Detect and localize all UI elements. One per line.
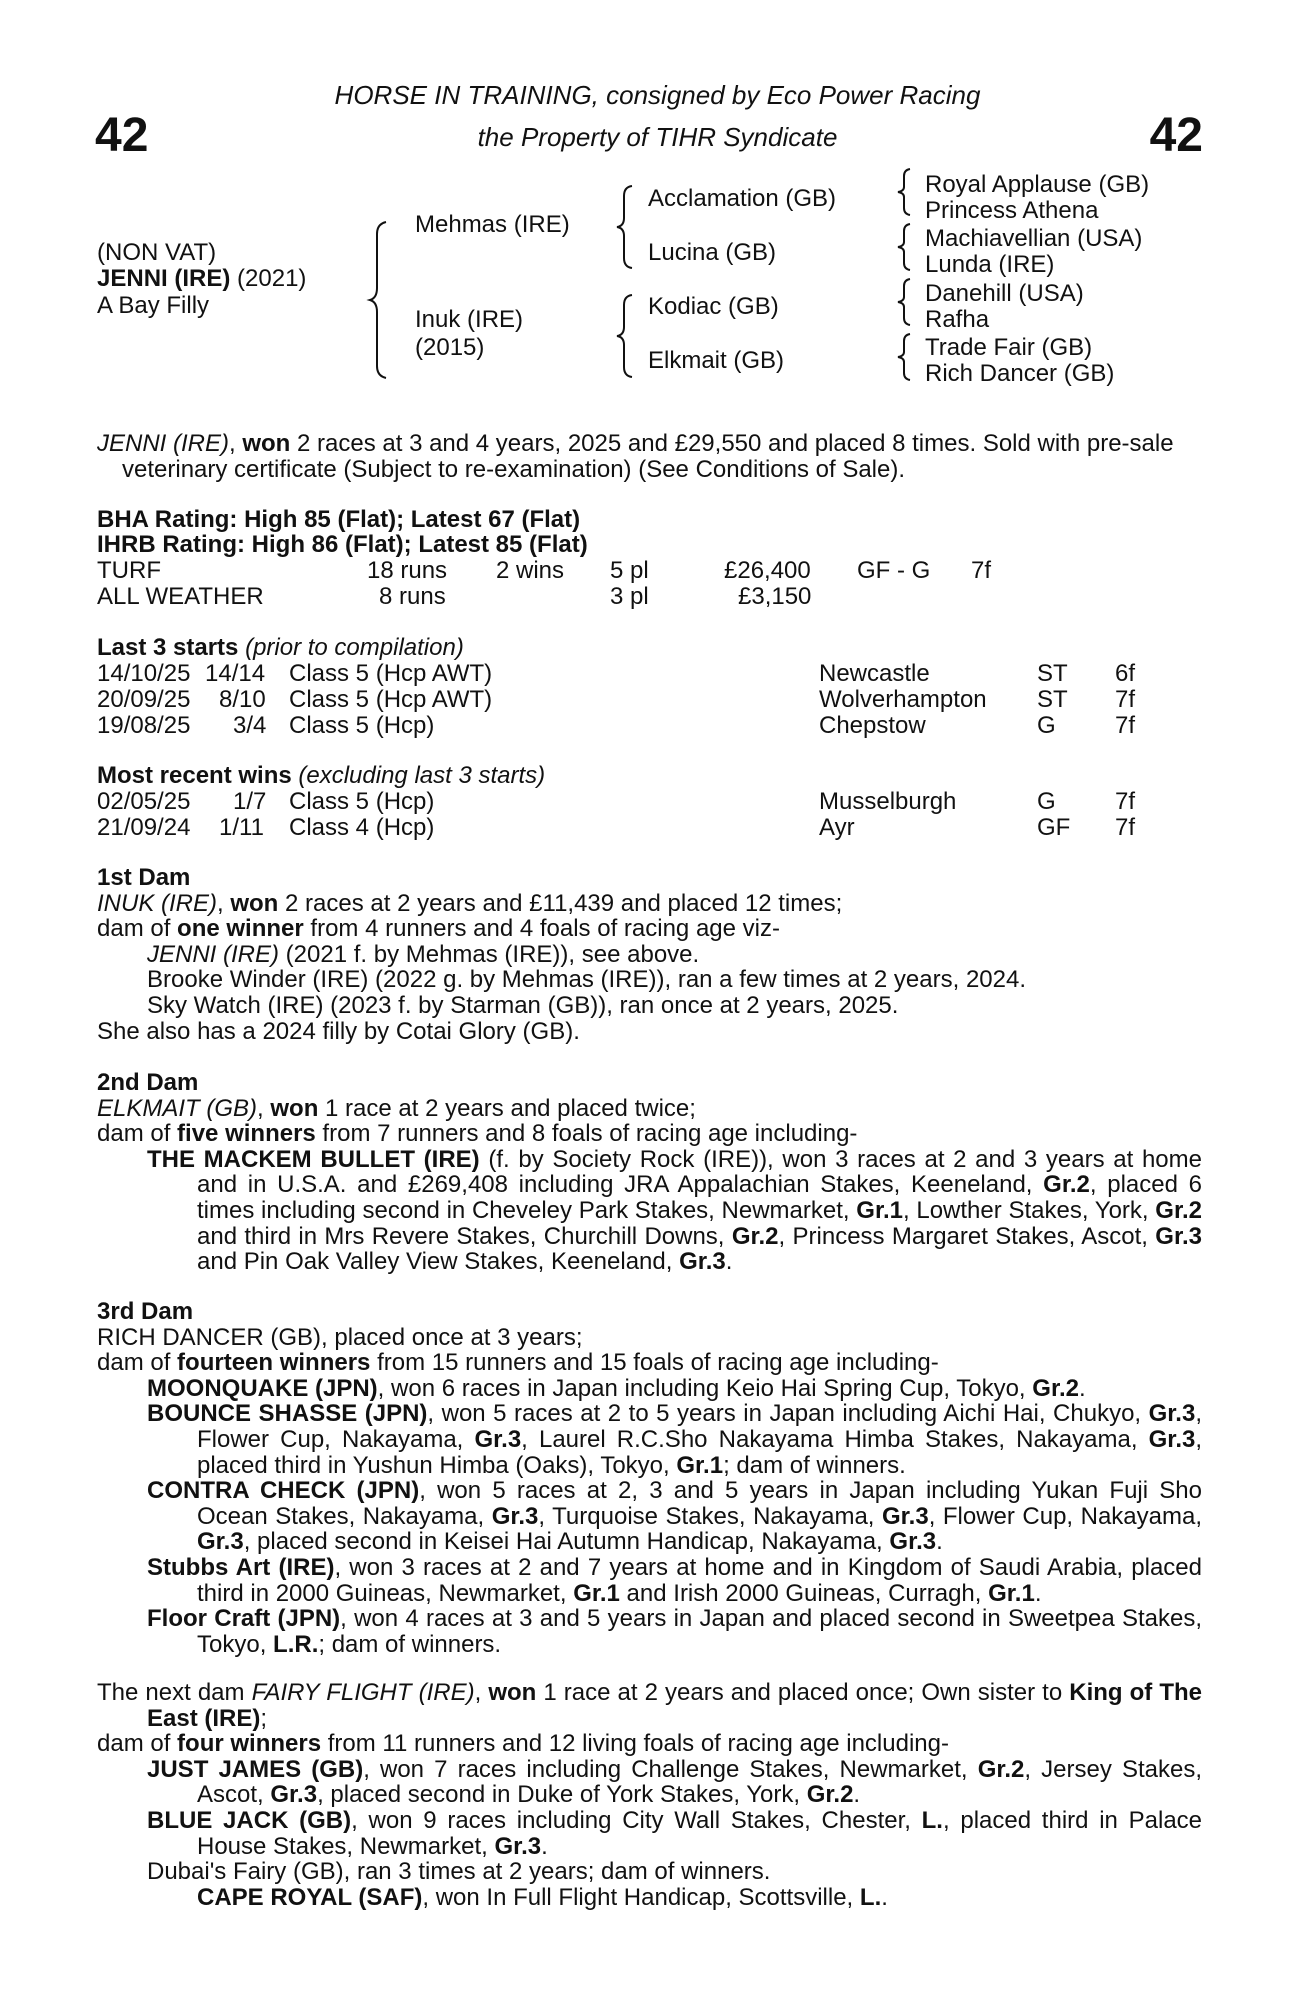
ihrb-rating: IHRB Rating: High 86 (Flat); Latest 85 (Flat) xyxy=(97,531,588,558)
pedigree-brace-1 xyxy=(368,220,394,380)
grandsire-paternal: Acclamation (GB) xyxy=(648,185,837,212)
summary-horse-name: JENNI (IRE) xyxy=(97,430,229,457)
list-item: CAPE ROYAL (SAF), won In Full Flight Handicap, Scottsville, L.. xyxy=(197,1883,888,1911)
granddam-maternal: Elkmait (GB) xyxy=(648,347,785,374)
list-item: JUST JAMES (GB), won 7 races including Challenge Stakes, Newmarket, Gr.2, Jersey Stakes, Ascot, Gr.3, placed second in Duke of York Stakes, York, Gr.2. xyxy=(147,1755,1202,1809)
third-dam-section: 3rd Dam RICH DANCER (GB), placed once at 3 years; dam of fourteen winners from 15 runners and 15 foals of racing age including- MOONQUAKE (JPN), won 6 races in Japan including Keio Hai Spring Cup, Tokyo, Gr.2. BOUNCE SHASSE (JPN), won 5 races at 2 to 5 years in Japan including Aichi Hai, Chukyo, Gr.3, Flower Cup, Nakayama, Gr.3, Laurel R.C.Sho Nakayama Himba Stakes, Nakayama, Gr.3, placed third in Yushun Himba (Oaks), Tokyo, Gr.1; dam of winners. CONTRA CHECK (JPN), won 5 races at 2, 3 and 5 years in Japan including Yukan Fuji Sho Ocean Stakes, Nakayama, Gr.3, Turquoise Stakes, Nakayama, Gr.3, Flower Cup, Nakayama, Gr.3, placed second in Keisei Hai Autumn Handicap, Nakayama, Gr.3. Stubbs Art (IRE), won 3 races at 2 and 7 years at home and in Kingdom of Saudi Arabia, placed third in 2000 Guineas, Newmarket, Gr.1 and Irish 2000 Guineas, Curragh, Gr.1. Floor Craft (JPN), won 4 races at 3 and 5 years in Japan and placed second in Sweetpea Stakes, Tokyo, L.R.; dam of winners. xyxy=(97,1298,1203,1658)
list-item: Sky Watch (IRE) (2023 f. by Starman (GB)), ran once at 2 years, 2025. xyxy=(147,991,899,1019)
consignment-heading: HORSE IN TRAINING, consigned by Eco Power Racing xyxy=(334,80,981,110)
recent-wins-heading: Most recent wins (excluding last 3 starts) xyxy=(97,762,546,789)
list-item: CONTRA CHECK (JPN), won 5 races at 2, 3 and 5 years in Japan including Yukan Fuji Sho Ocean Stakes, Nakayama, Gr.3, Turquoise Stakes, Nakayama, Gr.3, Flower Cup, Nakayama, Gr.3, placed second in Keisei Hai Autumn Handicap, Nakayama, Gr.3. xyxy=(147,1477,1203,1556)
bha-rating: BHA Rating: High 85 (Flat); Latest 67 (Flat) xyxy=(97,506,581,533)
third-dam-heading: 3rd Dam xyxy=(97,1298,194,1325)
recent-win-row: 21/09/24 1/11 Class 4 (Hcp) Ayr GF 7f xyxy=(97,814,1136,841)
dam-year: (2015) xyxy=(415,334,485,361)
race-summary: JENNI (IRE), won 2 races at 3 and 4 years, 2025 and £29,550 and placed 8 times. Sold with pre-sale veterinary certificate (Subject to re-examination) (See Conditions of Sale). xyxy=(97,430,1174,483)
granddam-paternal: Lucina (GB) xyxy=(648,239,777,266)
lot-number-left: 42 xyxy=(95,109,149,162)
last-starts-heading: Last 3 starts (prior to compilation) xyxy=(97,634,464,661)
pedigree-brace-3 xyxy=(615,293,639,379)
great-grandparent-2: Princess Athena xyxy=(925,197,1099,224)
lot-number-right: 42 xyxy=(1149,109,1203,162)
pedigree-brace-4 xyxy=(895,167,917,217)
great-grandparent-3: Machiavellian (USA) xyxy=(925,225,1143,252)
list-item: Floor Craft (JPN), won 4 races at 3 and 5 years in Japan and placed second in Sweetpea Stakes, Tokyo, L.R.; dam of winners. xyxy=(147,1605,1203,1658)
last-start-row: 19/08/25 3/4 Class 5 (Hcp) Chepstow G 7f xyxy=(97,712,1136,739)
second-dam-heading: 2nd Dam xyxy=(97,1069,199,1096)
list-item: Brooke Winder (IRE) (2022 g. by Mehmas (IRE)), ran a few times at 2 years, 2024. xyxy=(147,966,1026,994)
pedigree-brace-5 xyxy=(895,222,917,272)
great-grandparent-5: Danehill (USA) xyxy=(925,280,1084,307)
pedigree-brace-7 xyxy=(895,332,917,382)
list-item: JENNI (IRE) (2021 f. by Mehmas (IRE)), see above. xyxy=(147,940,700,968)
great-grandparent-6: Rafha xyxy=(925,306,990,333)
great-grandparent-4: Lunda (IRE) xyxy=(925,251,1055,278)
great-grandparent-1: Royal Applause (GB) xyxy=(925,171,1150,198)
vat-status: (NON VAT) xyxy=(97,239,217,266)
recent-win-row: 02/05/25 1/7 Class 5 (Hcp) Musselburgh G 7f xyxy=(97,788,1136,815)
horse-name: JENNI (IRE) xyxy=(97,265,231,292)
record-row-turf: TURF 18 runs 2 wins 5 pl £26,400 GF - G 7f xyxy=(97,557,992,584)
next-dam-section: The next dam FAIRY FLIGHT (IRE), won 1 race at 2 years and placed once; Own sister to King of The East (IRE); dam of four winners from 11 runners and 12 living foals of racing age including- JUST JAMES (GB), won 7 races including Challenge Stakes, Newmarket, Gr.2, Jersey Stakes, Ascot, Gr.3, placed second in Duke of York Stakes, York, Gr.2. BLUE JACK (GB), won 9 races including City Wall Stakes, Chester, L., placed third in Palace House Stakes, Newmarket, Gr.3. Dubai's Fairy (GB), ran 3 times at 2 years; dam of winners. CAPE ROYAL (SAF), won In Full Flight Handicap, Scottsville, L.. xyxy=(97,1679,1203,1911)
sire-name: Mehmas (IRE) xyxy=(415,211,570,238)
grandsire-maternal: Kodiac (GB) xyxy=(648,293,779,320)
list-item: BLUE JACK (GB), won 9 races including City Wall Stakes, Chester, L., placed third in Palace House Stakes, Newmarket, Gr.3. xyxy=(147,1806,1203,1860)
first-dam-footer: She also has a 2024 filly by Cotai Glory (GB). xyxy=(97,1017,580,1045)
horse-title xyxy=(97,266,306,292)
last-start-row: 20/09/25 8/10 Class 5 (Hcp AWT) Wolverhampton ST 7f xyxy=(97,686,1136,713)
list-item: MOONQUAKE (JPN), won 6 races in Japan including Keio Hai Spring Cup, Tokyo, Gr.2. xyxy=(147,1374,1086,1402)
pedigree-brace-6 xyxy=(895,277,917,327)
great-grandparent-8: Rich Dancer (GB) xyxy=(925,360,1115,387)
horse-description: A Bay Filly xyxy=(97,292,210,319)
list-item: BOUNCE SHASSE (JPN), won 5 races at 2 to 5 years in Japan including Aichi Hai, Chukyo, Gr.3, Flower Cup, Nakayama, Gr.3, Laurel R.C.Sho Nakayama Himba Stakes, Nakayama, Gr.3, placed third in Yushun Himba (Oaks), Tokyo, Gr.1; dam of winners. xyxy=(147,1400,1203,1479)
property-heading: the Property of TIHR Syndicate xyxy=(477,122,838,152)
dam-name: Inuk (IRE) xyxy=(415,306,524,333)
list-item: Dubai's Fairy (GB), ran 3 times at 2 years; dam of winners. xyxy=(147,1858,771,1886)
first-dam-heading: 1st Dam xyxy=(97,864,191,891)
list-item: Stubbs Art (IRE), won 3 races at 2 and 7 years at home and in Kingdom of Saudi Arabia, placed third in 2000 Guineas, Newmarket, Gr.1 and Irish 2000 Guineas, Curragh, Gr.1. xyxy=(147,1553,1202,1607)
second-dam-section: 2nd Dam ELKMAIT (GB), won 1 race at 2 years and placed twice; dam of five winners from 7 runners and 8 foals of racing age including- THE MACKEM BULLET (IRE) (f. by Society Rock (IRE)), won 3 races at 2 and 3 years at home and in U.S.A. and £269,408 including JRA Appalachian Stakes, Keeneland, Gr.2, placed 6 times including second in Cheveley Park Stakes, Newmarket, Gr.1, Lowther Stakes, York, Gr.2 and third in Mrs Revere Stakes, Churchill Downs, Gr.2, Princess Margaret Stakes, Ascot, Gr.3 and Pin Oak Valley View Stakes, Keeneland, Gr.3. xyxy=(97,1069,1202,1276)
pedigree-brace-2 xyxy=(615,184,639,270)
list-item: THE MACKEM BULLET (IRE) (f. by Society Rock (IRE)), won 3 races at 2 and 3 years at home and in U.S.A. and £269,408 including JRA Appalachian Stakes, Keeneland, Gr.2, placed 6 times including second in Cheveley Park Stakes, Newmarket, Gr.1, Lowther Stakes, York, Gr.2 and third in Mrs Revere Stakes, Churchill Downs, Gr.2, Princess Margaret Stakes, Ascot, Gr.3 and Pin Oak Valley View Stakes, Keeneland, Gr.3. xyxy=(147,1145,1202,1276)
summary-won: won xyxy=(242,430,291,457)
last-start-row: 14/10/25 14/14 Class 5 (Hcp AWT) Newcastle ST 6f xyxy=(97,660,1136,687)
great-grandparent-7: Trade Fair (GB) xyxy=(925,334,1093,361)
horse-year: (2021) xyxy=(237,265,307,292)
first-dam-section: 1st Dam INUK (IRE), won 2 races at 2 years and £11,439 and placed 12 times; dam of one winner from 4 runners and 4 foals of racing age viz- JENNI (IRE) (2021 f. by Mehmas (IRE)), see above. Brooke Winder (IRE) (2022 g. by Mehmas (IRE)), ran a few times at 2 years, 2024. Sky Watch (IRE) (2023 f. by Starman (GB)), ran once at 2 years, 2025. She also has a 2024 filly by Cotai Glory (GB). xyxy=(97,865,1202,1044)
summary-text: 2 races at 3 and 4 years, 2025 and £29,550 and placed 8 times. Sold with pre-sale veterinary certificate (Subject to re-examination) (See Conditions of Sale). xyxy=(122,430,1174,483)
record-row-all-weather: ALL WEATHER 8 runs 3 pl £3,150 xyxy=(97,583,812,610)
